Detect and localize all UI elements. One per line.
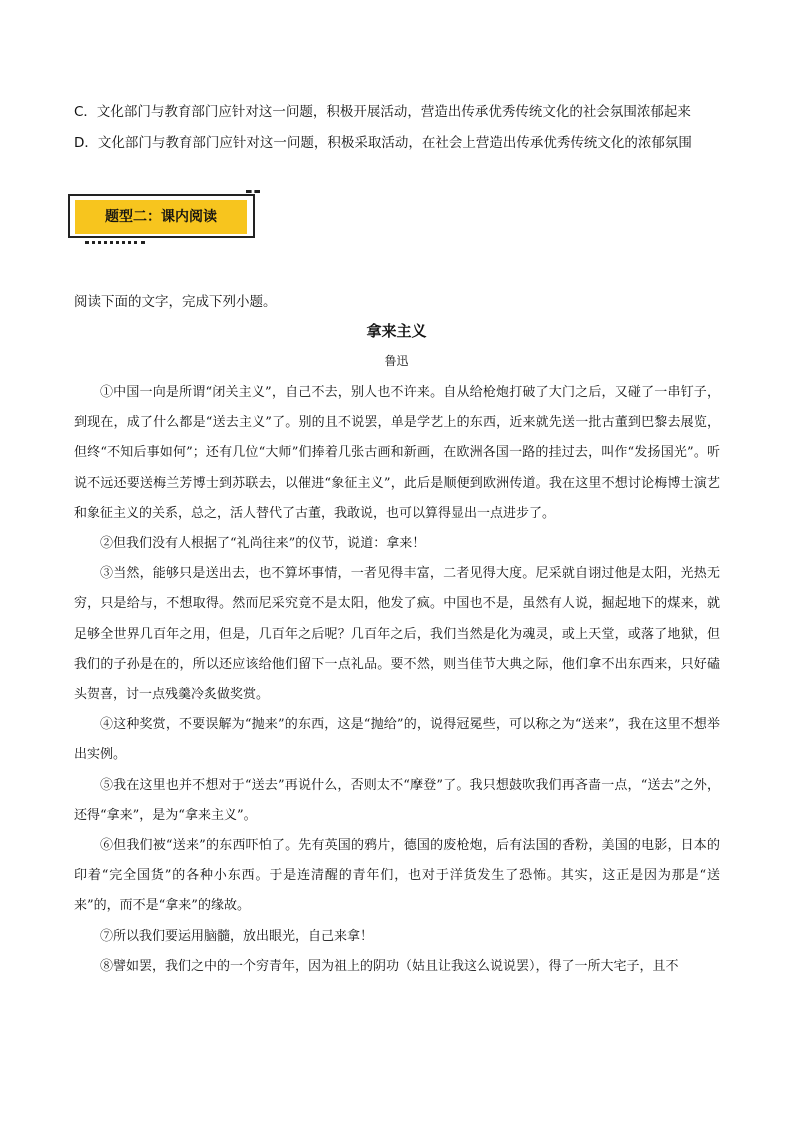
paragraph: ⑦所以我们要运用脑髓，放出眼光，自己来拿！ xyxy=(100,928,374,944)
paragraph: ①中国一向是所谓“闭关主义”，自己不去，别人也不许来。自从给枪炮打破了大门之后，又碰了一串钉子，到现在，成了什么都是“送去主义”了。别的且不说罢，单是学艺上的东西，近来就先送一批古董到巴黎去展览，但终“不知后事如何”；还有几位“大师”们捧着几张古画和新画，在欧洲各国一路的挂过去，叫作“发扬国光”。听说不远还要送梅兰芳博士到苏联去，以催进“象征主义”，此后是顺便到欧洲传道。我在这里不想讨论梅博士演艺和象征主义的关系，总之，活人替代了古董，我敢说，也可以算得显出一点进步了。 xyxy=(74,385,720,521)
banner-dot-decoration xyxy=(85,235,145,244)
paragraph: ③当然，能够只是送出去，也不算坏事情，一者见得丰富，二者见得大度。尼采就自诩过他是太阳，光热无穷，只是给与，不想取得。然而尼采究竟不是太阳，他发了疯。中国也不是，虽然有人说，掘起地下的煤来，就足够全世界几百年之用，但是，几百年之后呢？几百年之后，我们当然是化为魂灵，或上天堂，或落了地狱，但我们的子孙是在的，所以还应该给他们留下一点礼品。要不然，则当佳节大典之际，他们拿不出东西来，只好磕头贺喜，讨一点残羹冷炙做奖赏。 xyxy=(74,566,720,703)
section-title: 题型二：课内阅读 xyxy=(105,209,217,225)
reading-instruction: 阅读下面的文字，完成下列小题。 xyxy=(74,294,277,310)
option-c: C．文化部门与教育部门应针对这一问题，积极开展活动，营造出传承优秀传统文化的社会氛围浓郁起来 xyxy=(74,104,691,120)
option-d: D．文化部门与教育部门应针对这一问题，积极采取活动，在社会上营造出传承优秀传统文化的浓郁氛围 xyxy=(74,135,692,151)
section-banner xyxy=(65,190,260,246)
article-body xyxy=(74,378,720,982)
banner-dash-decoration xyxy=(246,190,260,199)
paragraph: ⑥但我们被“送来”的东西吓怕了。先有英国的鸦片，德国的废枪炮，后有法国的香粉，美国的电影，日本的印着“完全国货”的各种小东西。于是连清醒的青年们，也对于洋货发生了恐怖。其实，这正是因为那是“送来”的，而不是“拿来”的缘故。 xyxy=(74,838,720,914)
paragraph: ②但我们没有人根据了“礼尚往来”的仪节，说道：拿来！ xyxy=(100,536,426,552)
paragraph: ⑤我在这里也并不想对于“送去”再说什么，否则太不“摩登”了。我只想鼓吹我们再吝啬一点，“送去”之外，还得“拿来”，是为“拿来主义”。 xyxy=(74,777,720,823)
paragraph: ④这种奖赏，不要误解为“抛来”的东西，这是“抛给”的，说得冠冕些，可以称之为“送来”，我在这里不想举出实例。 xyxy=(74,717,720,763)
article-title: 拿来主义 xyxy=(366,322,427,340)
article-author: 鲁迅 xyxy=(384,354,409,368)
paragraph: ⑧譬如罢，我们之中的一个穷青年，因为祖上的阴功（姑且让我这么说说罢），得了一所大宅子，且不 xyxy=(100,958,679,974)
